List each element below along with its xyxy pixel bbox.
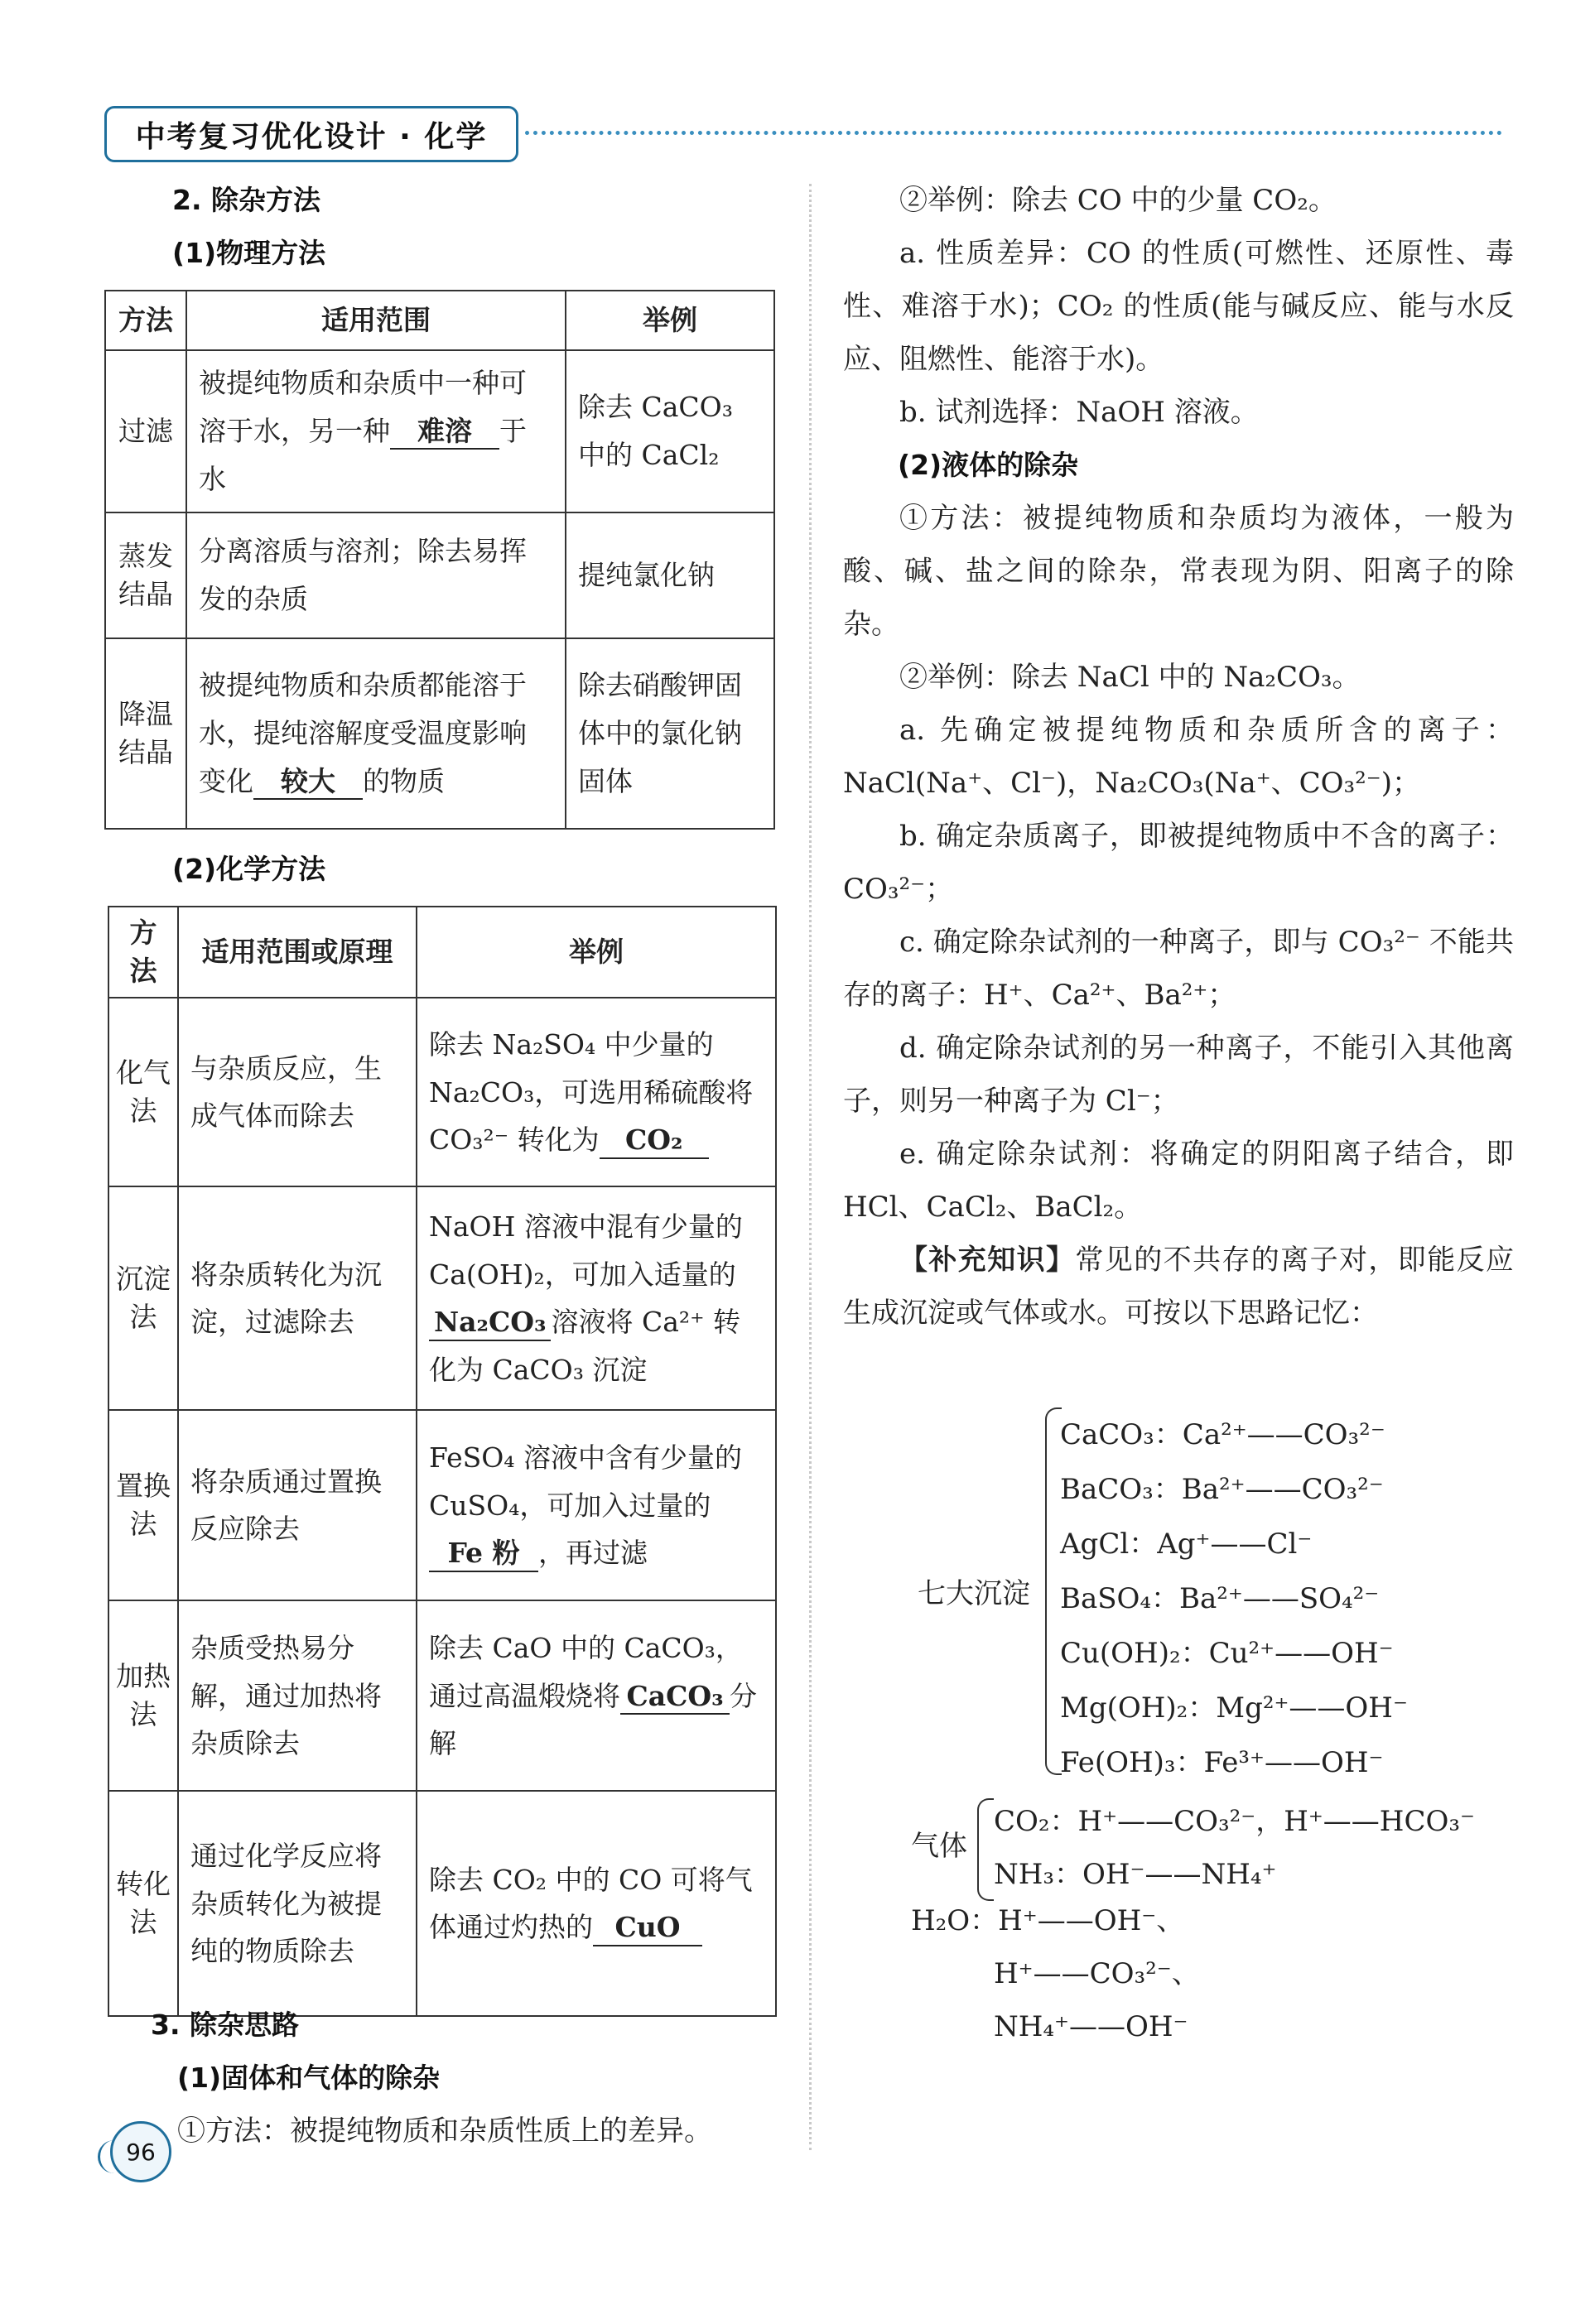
- header-cell: 适用范围: [186, 291, 566, 350]
- scope-cell: 被提纯物质和杂质都能溶于水，提纯溶解度受温度影响变化 较大 的物质: [186, 638, 566, 829]
- method-cell: 置换法: [108, 1410, 178, 1600]
- list-item: AgCl：Ag⁺——Cl⁻: [1060, 1528, 1313, 1561]
- paragraph: ②举例：除去 CO 中的少量 CO₂。: [899, 184, 1337, 217]
- scope-cell: 被提纯物质和杂质中一种可溶于水，另一种 难溶 于水: [186, 350, 566, 512]
- list-item: NH₄⁺——OH⁻: [994, 2010, 1188, 2043]
- example-cell: 提纯氯化钠: [566, 512, 774, 638]
- subsection-title: (2)液体的除杂: [898, 449, 1079, 481]
- example-cell: 除去 Na₂SO₄ 中少量的 Na₂CO₃，可选用稀硫酸将 CO₃²⁻ 转化为 CO₂: [417, 998, 776, 1186]
- list-item: H₂O：H⁺——OH⁻、: [911, 1904, 1185, 1937]
- method-cell: 沉淀法: [108, 1186, 178, 1410]
- gas-list: [994, 1795, 1475, 1901]
- page-number: 96: [110, 2121, 171, 2182]
- precipitate-brace: [1045, 1407, 1062, 1775]
- list-item: Fe(OH)₃：Fe³⁺——OH⁻: [1060, 1746, 1384, 1779]
- section-title: 2. 除杂方法: [172, 184, 320, 216]
- column-divider: [809, 184, 812, 2150]
- example-cell: 除去硝酸钾固体中的氯化钠固体: [566, 638, 774, 829]
- scope-cell: 分离溶质与溶剂；除去易挥发的杂质: [186, 512, 566, 638]
- section-title: 3. 除杂思路: [151, 2009, 299, 2041]
- answer-blank: 难溶: [390, 414, 499, 450]
- example-cell: 除去 CaCO₃ 中的 CaCl₂: [566, 350, 774, 512]
- paragraph: ②举例：除去 NaCl 中的 Na₂CO₃。: [899, 661, 1361, 694]
- header-cell: 举例: [566, 291, 774, 350]
- paragraph: c. 确定除杂试剂的一种离子，即与 CO₃²⁻ 不能共存的离子：H⁺、Ca²⁺、Ba²⁺；: [843, 926, 1514, 1012]
- method-cell: 转化法: [108, 1791, 178, 2016]
- paragraph: b. 试剂选择：NaOH 溶液。: [899, 396, 1259, 429]
- table-row: [105, 512, 774, 638]
- list-item: BaSO₄：Ba²⁺——SO₄²⁻: [1060, 1582, 1380, 1615]
- example-cell: NaOH 溶液中混有少量的 Ca(OH)₂，可加入适量的Na₂CO₃ 溶液将 Ca²⁺ 转化为 CaCO₃ 沉淀: [417, 1186, 776, 1410]
- physical-methods-table: [104, 290, 775, 830]
- scope-cell: 将杂质转化为沉淀，过滤除去: [178, 1186, 417, 1410]
- subsection-title: (1)物理方法: [172, 237, 326, 269]
- table-row: [108, 998, 776, 1186]
- list-item: H⁺——CO₃²⁻、: [994, 1957, 1200, 1990]
- table-header-row: [105, 291, 774, 350]
- example-cell: 除去 CO₂ 中的 CO 可将气体通过灼热的 CuO: [417, 1791, 776, 2016]
- chemical-methods-table: [108, 906, 777, 2017]
- list-item: NH₃：OH⁻——NH₄⁺: [994, 1858, 1277, 1891]
- supplement-paragraph: 【补充知识】常见的不共存的离子对，即能反应生成沉淀或气体或水。可按以下思路记忆：: [843, 1244, 1515, 1330]
- method-cell: 蒸发结晶: [105, 512, 186, 638]
- header-cell: 方法: [105, 291, 186, 350]
- answer-blank: Fe 粉: [429, 1536, 538, 1571]
- book-title-banner: 中考复习优化设计 · 化学: [104, 106, 518, 162]
- table-header-row: [108, 907, 776, 998]
- scope-cell: 将杂质通过置换反应除去: [178, 1410, 417, 1600]
- gas-brace: [977, 1798, 994, 1901]
- subsection-title: (2)化学方法: [172, 853, 326, 885]
- supplement-label: 【补充知识】: [899, 1244, 1076, 1277]
- answer-blank: CuO: [593, 1910, 702, 1946]
- scope-cell: 杂质受热易分解，通过加热将杂质除去: [178, 1600, 417, 1791]
- example-cell: 除去 CaO 中的 CaCO₃，通过高温煅烧将 CaCO₃ 分解: [417, 1600, 776, 1791]
- answer-blank: Na₂CO₃: [429, 1305, 551, 1340]
- subsection-title: (1)固体和气体的除杂: [177, 2062, 441, 2094]
- list-item: CO₂：H⁺——CO₃²⁻，H⁺——HCO₃⁻: [994, 1805, 1475, 1838]
- precipitate-label: 七大沉淀: [918, 1577, 1030, 1610]
- list-item: Cu(OH)₂：Cu²⁺——OH⁻: [1060, 1637, 1394, 1670]
- method-cell: 降温结晶: [105, 638, 186, 829]
- table-row: [108, 1791, 776, 2016]
- header-dotted-rule: [525, 131, 1502, 135]
- list-item: BaCO₃：Ba²⁺——CO₃²⁻: [1060, 1473, 1384, 1506]
- list-item: Mg(OH)₂：Mg²⁺——OH⁻: [1060, 1691, 1408, 1725]
- method-cell: 加热法: [108, 1600, 178, 1791]
- method-cell: 过滤: [105, 350, 186, 512]
- table-row: [108, 1410, 776, 1600]
- paragraph: b. 确定杂质离子，即被提纯物质中不含的离子：CO₃²⁻；: [843, 820, 1514, 906]
- table-row: [105, 638, 774, 829]
- paragraph: d. 确定除杂试剂的另一种离子，不能引入其他离子，则另一种离子为 Cl⁻；: [843, 1032, 1514, 1118]
- gas-label: 气体: [911, 1830, 967, 1863]
- header-cell: 举例: [417, 907, 776, 998]
- method-text: ①方法：被提纯物质和杂质性质上的差异。: [177, 2115, 712, 2148]
- paragraph: a. 性质差异：CO 的性质(可燃性、还原性、毒性、难溶于水)；CO₂ 的性质(能与碱反应、能与水反应、阻燃性、能溶于水)。: [843, 237, 1514, 376]
- paragraph: e. 确定除杂试剂：将确定的阴阳离子结合，即 HCl、CaCl₂、BaCl₂。: [843, 1138, 1514, 1224]
- precipitate-list: [1060, 1407, 1408, 1790]
- table-row: [105, 350, 774, 512]
- answer-blank: 较大: [253, 764, 363, 800]
- right-text-block: [843, 174, 1514, 1340]
- answer-blank: CaCO₃: [620, 1679, 730, 1715]
- paragraph: ①方法：被提纯物质和杂质均为液体，一般为酸、碱、盐之间的除杂，常表现为阴、阳离子的除杂。: [843, 502, 1514, 641]
- paragraph: a. 先确定被提纯物质和杂质所含的离子：NaCl(Na⁺、Cl⁻)，Na₂CO₃(Na⁺、CO₃²⁻)；: [843, 714, 1514, 800]
- table-row: [108, 1186, 776, 1410]
- example-cell: FeSO₄ 溶液中含有少量的 CuSO₄，可加入过量的Fe 粉 ，再过滤: [417, 1410, 776, 1600]
- method-cell: 化气法: [108, 998, 178, 1186]
- scope-cell: 通过化学反应将杂质转化为被提纯的物质除去: [178, 1791, 417, 2016]
- table-row: [108, 1600, 776, 1791]
- header-cell: 方法: [108, 907, 178, 998]
- answer-blank: CO₂: [600, 1123, 709, 1158]
- scope-cell: 与杂质反应，生成气体而除去: [178, 998, 417, 1186]
- list-item: CaCO₃：Ca²⁺——CO₃²⁻: [1060, 1418, 1385, 1451]
- header-cell: 适用范围或原理: [178, 907, 417, 998]
